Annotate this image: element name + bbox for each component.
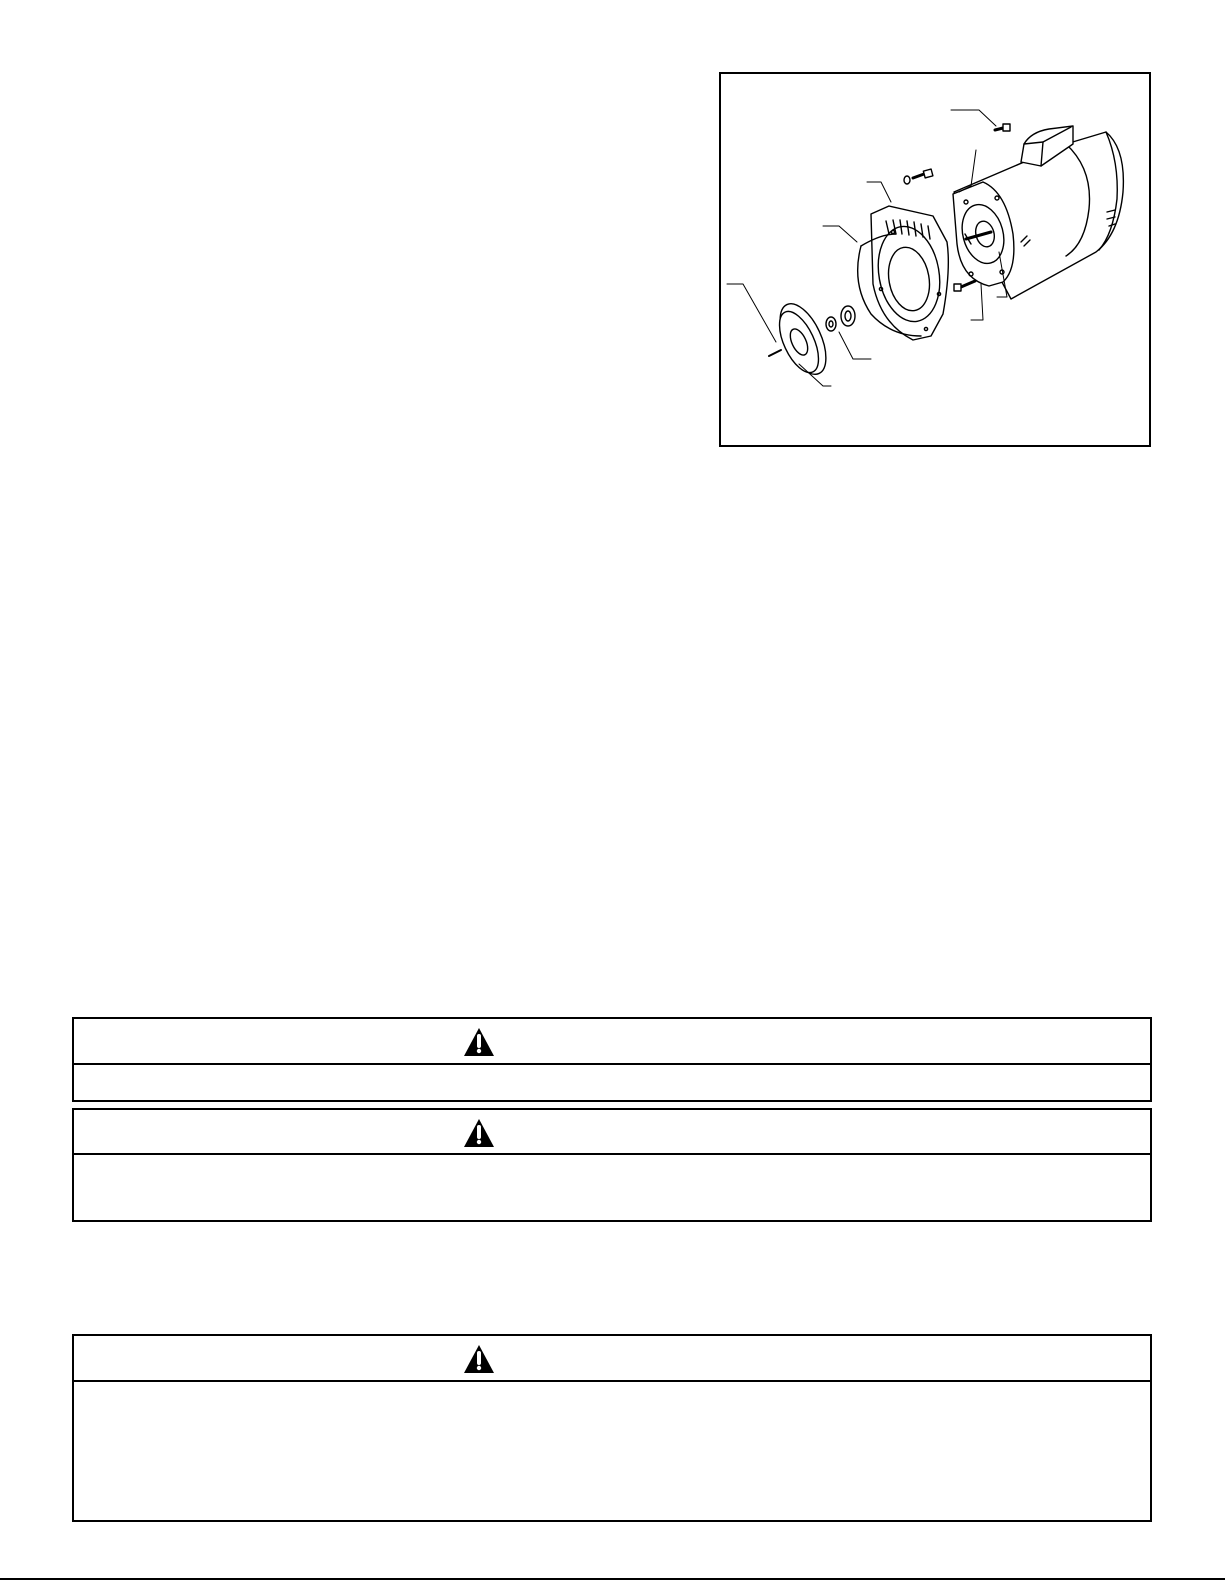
impeller — [769, 297, 835, 381]
warning-triangle-icon — [463, 1118, 495, 1148]
warning-triangle-icon — [463, 1027, 495, 1057]
warning-heading-bar-3 — [74, 1336, 1150, 1382]
warning-triangle-icon — [463, 1344, 495, 1374]
exploded-pump-diagram — [721, 74, 1149, 445]
adapter-bracket — [871, 206, 948, 340]
warning-text — [74, 1155, 1150, 1220]
warning-box-1 — [72, 1017, 1152, 1102]
shaft-seal — [826, 306, 855, 331]
exploded-view-figure — [719, 72, 1151, 447]
warning-text — [74, 1382, 1150, 1520]
warning-heading-bar-1 — [74, 1019, 1150, 1065]
warning-box-2 — [72, 1108, 1152, 1222]
warning-text — [74, 1065, 1150, 1100]
warning-heading-bar-2 — [74, 1110, 1150, 1155]
warning-box-3 — [72, 1334, 1152, 1522]
page-bottom-rule — [0, 1578, 1225, 1580]
